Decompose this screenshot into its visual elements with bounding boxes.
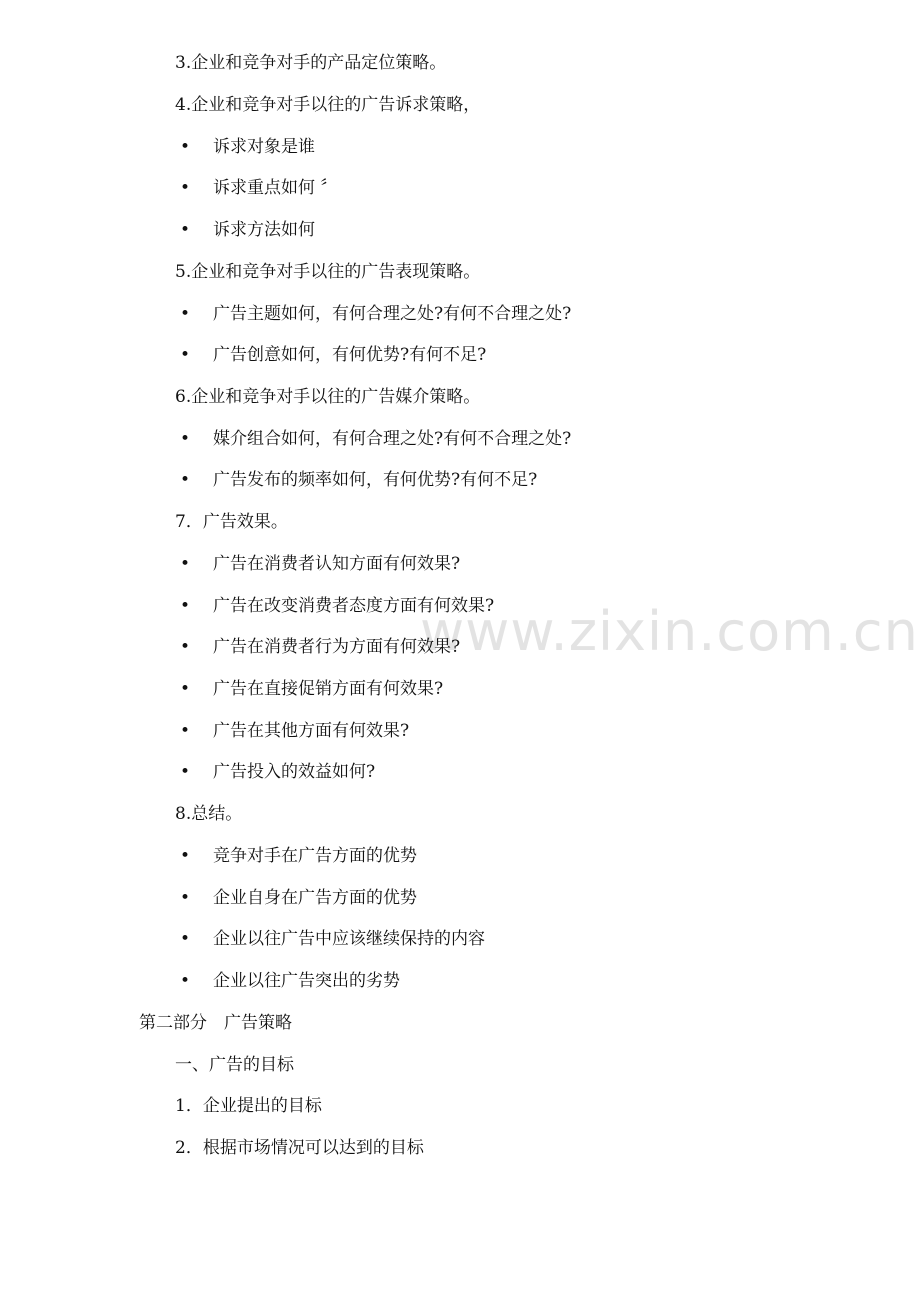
bullet-icon: • [180,888,191,908]
numbered-item-2: 2．根据市场情况可以达到的目标 [175,1138,424,1158]
bullet-icon: • [180,178,191,198]
bullet-item: 广告主题如何，有何合理之处?有何不合理之处? [213,304,572,324]
bullet-icon: • [180,345,191,365]
bullet-item: 诉求对象是谁 [213,137,315,157]
bullet-icon: • [180,679,191,699]
subsection-heading: 一、广告的目标 [175,1055,294,1075]
bullet-icon: • [180,929,191,949]
bullet-item: 企业以往广告中应该继续保持的内容 [213,929,485,949]
bullet-item: 广告在其他方面有何效果? [213,721,410,741]
bullet-icon: • [180,304,191,324]
bullet-icon: • [180,971,191,991]
bullet-icon: • [180,721,191,741]
bullet-icon: • [180,220,191,240]
bullet-item: 广告在直接促销方面有何效果? [213,679,444,699]
bullet-item: 广告发布的频率如何，有何优势?有何不足? [213,470,538,490]
numbered-item-8: 8.总结。 [175,804,243,824]
section-heading: 第二部分 广告策略 [139,1013,292,1033]
bullet-icon: • [180,637,191,657]
bullet-item: 广告创意如何，有何优势?有何不足? [213,345,487,365]
numbered-item-5: 5.企业和竞争对手以往的广告表现策略。 [175,262,481,282]
bullet-icon: • [180,554,191,574]
bullet-item: 诉求重点如何 〞 [213,178,338,198]
bullet-item: 媒介组合如何，有何合理之处?有何不合理之处? [213,429,572,449]
watermark-text: www.zixin.com.cn [420,600,919,663]
bullet-icon: • [180,596,191,616]
numbered-item-1: 1．企业提出的目标 [175,1096,322,1116]
bullet-item: 广告在消费者认知方面有何效果? [213,554,461,574]
bullet-item: 广告在改变消费者态度方面有何效果? [213,596,495,616]
bullet-icon: • [180,846,191,866]
bullet-item: 广告在消费者行为方面有何效果? [213,637,461,657]
numbered-item-6: 6.企业和竞争对手以往的广告媒介策略。 [175,387,481,407]
bullet-icon: • [180,762,191,782]
bullet-item: 诉求方法如何 [213,220,315,240]
numbered-item-4: 4.企业和竞争对手以往的广告诉求策略， [175,95,481,115]
bullet-icon: • [180,470,191,490]
bullet-item: 竞争对手在广告方面的优势 [213,846,417,866]
bullet-icon: • [180,137,191,157]
bullet-icon: • [180,429,191,449]
numbered-item-3: 3.企业和竞争对手的产品定位策略。 [175,53,447,73]
bullet-item: 广告投入的效益如何? [213,762,376,782]
bullet-item: 企业以往广告突出的劣势 [213,971,400,991]
numbered-item-7: 7．广告效果。 [175,512,288,532]
bullet-item: 企业自身在广告方面的优势 [213,888,417,908]
